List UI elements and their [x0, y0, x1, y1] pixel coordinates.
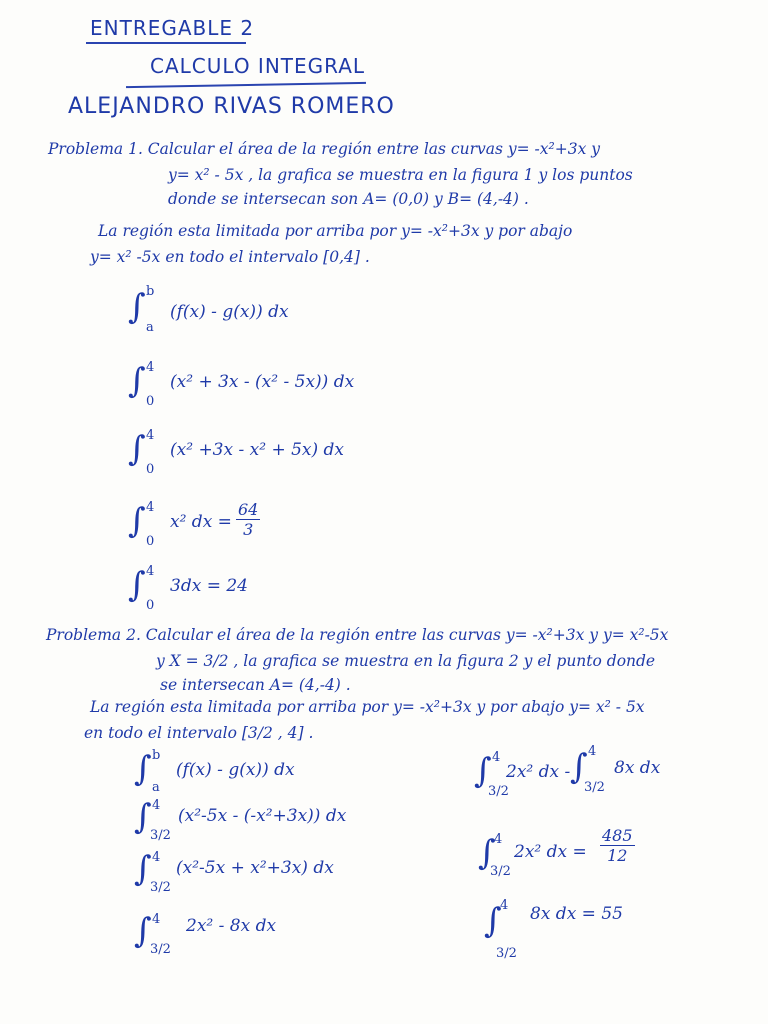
upper-limit: 4	[492, 750, 501, 765]
integrand: 8x dx = 55	[530, 904, 623, 924]
integral-sign: ∫	[128, 287, 146, 327]
lower-limit: 0	[146, 534, 155, 549]
lower-limit: 3/2	[488, 784, 509, 799]
integral-sign: ∫	[128, 501, 146, 541]
upper-limit: 4	[146, 564, 155, 579]
fraction-numerator: 64	[238, 500, 259, 519]
upper-limit: b	[152, 748, 161, 763]
problem2-statement-line2: y X = 3/2 , la grafica se muestra en la figura 2 y el punto donde	[156, 652, 656, 670]
integrand: (x²-5x - (-x²+3x)) dx	[178, 806, 347, 826]
upper-limit: b	[146, 284, 155, 299]
integral-sign: ∫	[128, 361, 146, 401]
integrand: 8x dx	[614, 758, 661, 778]
integrand: (x²-5x + x²+3x) dx	[176, 858, 334, 878]
problem2-statement-line1: Problema 2. Calcular el área de la región entre las curvas y= -x²+3x y y= x²-5x	[46, 626, 669, 644]
integrand: 2x² dx =	[514, 842, 587, 862]
lower-limit: 3/2	[150, 880, 171, 895]
course-underline	[126, 82, 366, 88]
result-fraction	[236, 500, 260, 539]
assignment-title: ENTREGABLE 2	[90, 16, 255, 40]
lower-limit: 3/2	[150, 942, 171, 957]
lower-limit: 3/2	[584, 780, 605, 795]
problem2-note-line2: en todo el intervalo [3/2 , 4] .	[84, 724, 314, 742]
integral-sign: ∫	[478, 833, 496, 873]
integral-sign: ∫	[128, 565, 146, 605]
upper-limit: 4	[588, 744, 597, 759]
integrand: (x² + 3x - (x² - 5x)) dx	[170, 372, 355, 392]
problem2-note-line1: La región esta limitada por arriba por y= -x²+3x y por abajo y= x² - 5x	[90, 698, 645, 716]
upper-limit: 4	[146, 360, 155, 375]
integral-sign: ∫	[134, 911, 152, 951]
problem1-statement-line2: y= x² - 5x , la grafica se muestra en la figura 1 y los puntos	[168, 166, 633, 184]
upper-limit: 4	[152, 798, 161, 813]
upper-limit: 4	[500, 898, 509, 913]
upper-limit: 4	[146, 428, 155, 443]
integral-sign: ∫	[134, 797, 152, 837]
problem1-statement-line1: Problema 1. Calcular el área de la región entre las curvas y= -x²+3x y	[48, 140, 601, 158]
integrand: (f(x) - g(x)) dx	[176, 760, 295, 780]
upper-limit: 4	[146, 500, 155, 515]
lower-limit: 0	[146, 394, 155, 409]
integrand: (x² +3x - x² + 5x) dx	[170, 440, 345, 460]
problem1-note-line1: La región esta limitada por arriba por y= -x²+3x y por abajo	[98, 222, 573, 240]
integrand: x² dx =	[170, 512, 232, 532]
integral-sign: ∫	[128, 429, 146, 469]
fraction-denominator: 3	[243, 520, 254, 539]
integrand: 2x² - 8x dx	[186, 916, 277, 936]
problem1-note-line2: y= x² -5x en todo el intervalo [0,4] .	[90, 248, 370, 266]
lower-limit: 3/2	[150, 828, 171, 843]
lower-limit: a	[152, 780, 160, 795]
upper-limit: 4	[152, 912, 161, 927]
lower-limit: 0	[146, 598, 155, 613]
course-title: CALCULO INTEGRAL	[150, 54, 366, 78]
integral-sign: ∫	[484, 901, 502, 941]
integrand: (f(x) - g(x)) dx	[170, 302, 289, 322]
lower-limit: 0	[146, 462, 155, 477]
title-underline	[86, 42, 246, 44]
lower-limit: 3/2	[490, 864, 511, 879]
fraction-denominator: 12	[607, 846, 628, 865]
problem2-statement-line3: se intersecan A= (4,-4) .	[160, 676, 351, 694]
problem1-statement-line3: donde se intersecan son A= (0,0) y B= (4,-4) .	[168, 190, 529, 208]
upper-limit: 4	[152, 850, 161, 865]
lower-limit: 3/2	[496, 946, 517, 961]
integral-sign: ∫	[134, 849, 152, 889]
lower-limit: a	[146, 320, 154, 335]
upper-limit: 4	[494, 832, 503, 847]
fraction-numerator: 485	[602, 826, 633, 845]
integral-sign: ∫	[570, 747, 588, 787]
result-fraction	[600, 826, 635, 865]
student-name: ALEJANDRO RIVAS ROMERO	[68, 94, 395, 119]
integrand: 2x² dx -	[506, 762, 571, 782]
integral-sign: ∫	[474, 751, 492, 791]
integral-sign: ∫	[134, 749, 152, 789]
integrand: 3dx = 24	[170, 576, 248, 596]
